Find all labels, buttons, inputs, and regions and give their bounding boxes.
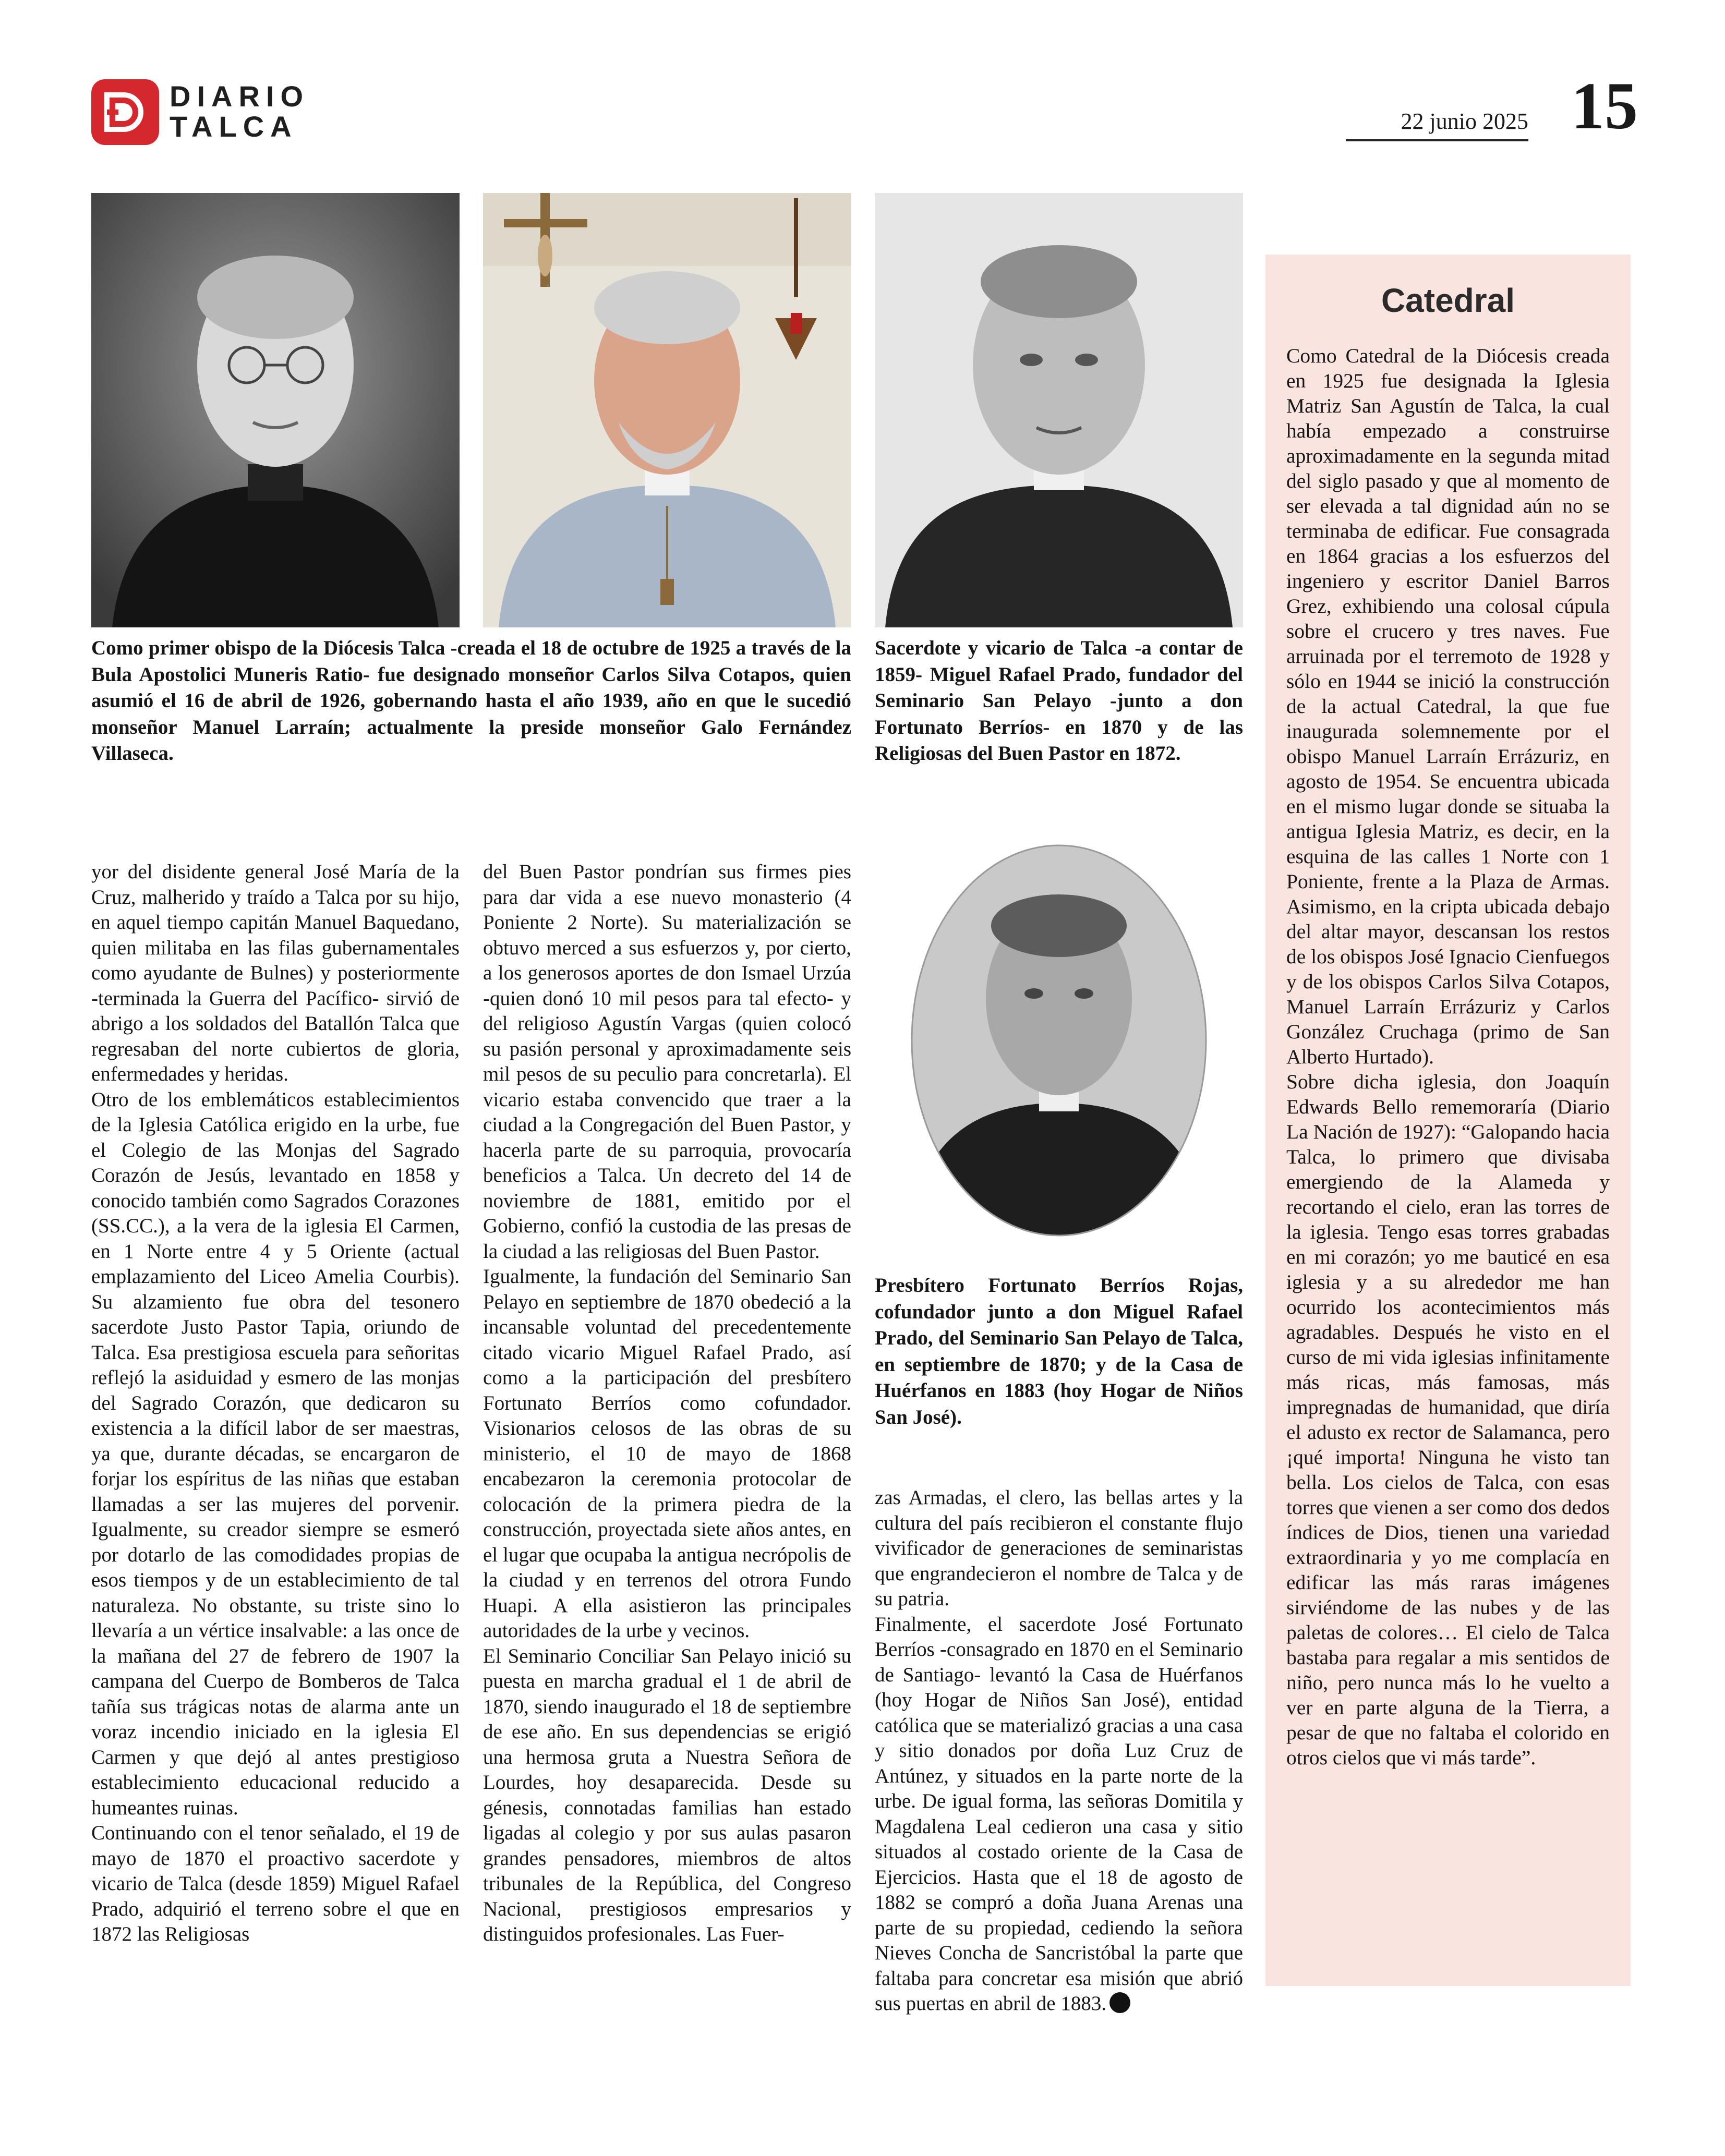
photo-bishop-silva-cotapos (91, 193, 460, 627)
photo-bishop-galo-fernandez (483, 193, 851, 627)
caption-berrios: Presbítero Fortunato Berríos Rojas, cofundador junto a don Miguel Rafael Prado, del Seminario San Pelayo de Talca, en septiembre de 1870; y de la Casa de Huérfanos en 1883 (hoy Hogar de Niños San José). (875, 1274, 1243, 1428)
photo-fortunato-berrios (909, 842, 1209, 1239)
paragraph: yor del disidente general José María de la Cruz, malherido y traído a Talca por su hijo, en aquel tiempo capitán Manuel Baquedano, quien militaba en las filas gubernamentales como ayudante de Bulnes) y posteriormente -terminada la Guerra del Pacífico- sirvió de abrigo a los soldados del Batallón Talca que regresaban del norte cubiertos de gloria, enfermedades y heridas. (91, 861, 460, 1085)
article-column-3 (875, 1485, 1243, 2017)
end-of-article-icon (1109, 1992, 1130, 2013)
portrait-image (483, 193, 851, 627)
caption-bishops: Como primer obispo de la Diócesis Talca -creada el 18 de octubre de 1925 a través de la Bula Apostolici Muneris Ratio- fue designado monseñor Carlos Silva Cotapos, quien asumió el 16 de abril de 1926, gobernando hasta el año 1939, año en que le sucedió monseñor Manuel Larraín; actualmente la preside monseñor Galo Fernández Villaseca. (91, 637, 851, 765)
article-column-2 (483, 859, 851, 1947)
sidebar-title: Catedral (1381, 282, 1515, 319)
paragraph: El Seminario Conciliar San Pelayo inició su puesta en marcha gradual el 1 de abril de 1870, siendo inaugurado el 18 de septiembre de ese año. En sus dependencias se erigió una hermosa gruta a Nuestra Señora de Lourdes, hoy desaparecida. Desde su génesis, connotadas familias han estado ligadas al colegio y por sus aulas pasaron grandes pensadores, miembros de altos tribunales de la República, del Congreso Nacional, prestigiosos empresarios y distinguidos profesionales. Las Fuer- (483, 1644, 851, 1945)
article-column-1 (91, 859, 460, 1947)
paragraph: zas Armadas, el clero, las bellas artes y la cultura del país recibieron el constante flujo vivificador de generaciones de seminaristas que engrandecieron el nombre de Talca y de su patria. (875, 1486, 1243, 1610)
sidebar-paragraph: Como Catedral de la Diócesis creada en 1925 fue designada la Iglesia Matriz San Agustín de Talca, la cual había empezado a construirse aproximadamente en la segunda mitad del siglo pasado y que al momento de ser elevada a tal dignidad aún no se terminaba de edificar. Fue consagrada en 1864 gracias a los esfuerzos del ingeniero y escritor Daniel Barros Grez, exhibiendo una colosal cúpula sobre el crucero y tres naves. Fue arruinada por el terremoto de 1928 y sólo en 1944 se inició la construcción de la actual Catedral, la que fue inaugurada solemnemente por el obispo Manuel Larraín Errázuriz, en agosto de 1954. Se encuentra ubicada en el mismo lugar donde se situaba la antigua Iglesia Matriz, es decir, en la esquina de las calles 1 Norte con 1 Poniente, frente a la Plaza de Armas. Asimismo, en la cripta ubicada debajo del altar mayor, descansan los restos de los obispos José Ignacio Cienfuegos y de los obispos Carlos Silva Cotapos, Manuel Larraín Errázuriz y Carlos González Cruchaga (primo de San Alberto Hurtado). (1286, 344, 1610, 1068)
sidebar-catedral (1265, 255, 1631, 1986)
brand-line-2: TALCA (170, 110, 298, 143)
brand-name (170, 81, 326, 142)
paragraph: Igualmente, la fundación del Seminario San Pelayo en septiembre de 1870 obedeció a la incansable voluntad del precedentemente citado vicario Miguel Rafael Prado, así como a la participación del presbítero Fortunato Berríos como cofundador. Visionarios celosos de las obras de su ministerio, el 10 de mayo de 1868 encabezaron la ceremonia protocolar de colocación de la primera piedra de la construcción, proyectada siete años antes, en el lugar que ocupaba la antigua necrópolis de la ciudad y en terrenos del otrora Fundo Huapi. A ella asistieron las principales autoridades de la urbe y vecinos. (483, 1265, 851, 1642)
page-number: 15 (1571, 69, 1638, 143)
portrait-image (909, 842, 1209, 1239)
issue-date: 22 junio 2025 (1346, 107, 1528, 141)
paragraph (875, 1612, 1243, 2017)
paragraph: del Buen Pastor pondrían sus firmes pies para dar vida a ese nuevo monasterio (4 Poniente 2 Norte). Su materialización se obtuvo merced a sus esfuerzos y, por cierto, a los generosos aportes de don Ismael Urzúa -quien donó 10 mil pesos para tal efecto- y del religioso Agustín Vargas (quien colocó su pasión personal y aproximadamente seis mil pesos de su peculio para concretarla). El vicario estaba convencido que traer a la ciudad a la Congregación del Buen Pastor, y hacerla parte de su parroquia, provocaría beneficios a Talca. Un decreto del 14 de noviembre de 1881, emitido por el Gobierno, confió la custodia de las presas de la ciudad a las religiosas del Buen Pastor. (483, 861, 851, 1263)
portrait-image (91, 193, 460, 627)
photo-miguel-rafael-prado (875, 193, 1243, 627)
portrait-image (875, 193, 1243, 627)
paragraph: Otro de los emblemáticos establecimientos de la Iglesia Católica erigido en la urbe, fue el Colegio de las Monjas del Sagrado Corazón de Jesús, levantado en 1858 y conocido también como Sagrados Corazones (SS.CC.), a la vera de la iglesia El Carmen, en 1 Norte entre 4 y 5 Oriente (actual emplazamiento del Liceo Amelia Courbis). Su alzamiento fue obra del tesonero sacerdote Justo Pastor Tapia, oriundo de Talca. Esa prestigiosa escuela para señoritas reflejó la asiduidad y esmero de las monjas del Sagrado Corazón, que dedicaron su existencia a la difícil labor de ser maestras, ya que, durante décadas, se encargaron de forjar los espíritus de las niñas que estaban llamadas a ser las mujeres del porvenir. Igualmente, su creador siempre se esmeró por dotarlo de las comodidades propias de esos tiempos y de un establecimiento de tal naturaleza. No obstante, su triste sino lo llevaría a un vértice insalvable: a las once de la mañana del 27 de febrero de 1907 la campana del Cuerpo de Bomberos de Talca tañía sus trágicas notas de alarma ante un voraz incendio iniciado en la iglesia El Carmen y que dejó al antes prestigioso establecimiento educacional reducido a humeantes ruinas. (91, 1088, 460, 1819)
paragraph: Continuando con el tenor señalado, el 19 de mayo de 1870 el proactivo sacerdote y vicario de Talca (desde 1859) Miguel Rafael Prado, adquirió el terreno sobre el que en 1872 las Religiosas (91, 1822, 460, 1945)
paragraph-text: Finalmente, el sacerdote José Fortunato Berríos -consagrado en 1870 en el Seminario de Santiago- levantó la Casa de Huérfanos (hoy Hogar de Niños San José), entidad católica que se materializó gracias a una casa y sitio donados por doña Luz Cruz de Antúnez, y situados en la parte norte de la urbe. De igual forma, las señoras Domitila y Magdalena Leal cedieron una casa y sitio situados al costado oriente de la Casa de Ejercicios. Hasta que el 18 de agosto de 1882 se compró a doña Juana Arenas una parte de su propiedad, cediendo la señora Nieves Concha de Sancristóbal la parte que faltaba para concretar esa misión que abrió sus puertas en abril de 1883. (875, 1613, 1243, 2015)
sidebar-body (1286, 343, 1610, 1770)
sidebar-paragraph: Sobre dicha iglesia, don Joaquín Edwards Bello rememoraría (Diario La Nación de 1927): “Galopando hacia Talca, lo primero que divisaba emergiendo de la Alameda y recortando el cielo, eran las torres de la iglesia. Tengo esas torres grabadas en mi corazón; yo me bauticé en esa iglesia y a su alrededor me han ocurrido los acontecimientos más agradables. Después he visto en el curso de mi vida iglesias infinitamente más ricas, más famosas, más impregnadas de humanidad, que diría el adusto ex rector de Salamanca, pero ¡qué importa! Ninguna he visto tan bella. Los cielos de Talca, con esas torres que vienen a ser como dos dedos índices de Dios, tienen una variedad extraordinaria y yo me complacía en edificar las más raras imágenes sirviéndome de las nubes y de las paletas de colores… El cielo de Talca bastaba para regalar a mis sentidos de niño, pero nunca más lo he vuelto a ver en parte alguna de la Tierra, a pesar de que no faltaba el colorido en otros cielos que vi más tarde”. (1286, 1070, 1610, 1769)
brand-logo-mark-icon (91, 79, 159, 145)
caption-prado: Sacerdote y vicario de Talca -a contar de 1859- Miguel Rafael Prado, fundador del Seminario San Pelayo -junto a don Fortunato Berríos- en 1870 y de las Religiosas del Buen Pastor en 1872. (875, 637, 1243, 765)
brand-line-1: DIARIO (170, 80, 309, 113)
brand-logo (91, 78, 310, 146)
